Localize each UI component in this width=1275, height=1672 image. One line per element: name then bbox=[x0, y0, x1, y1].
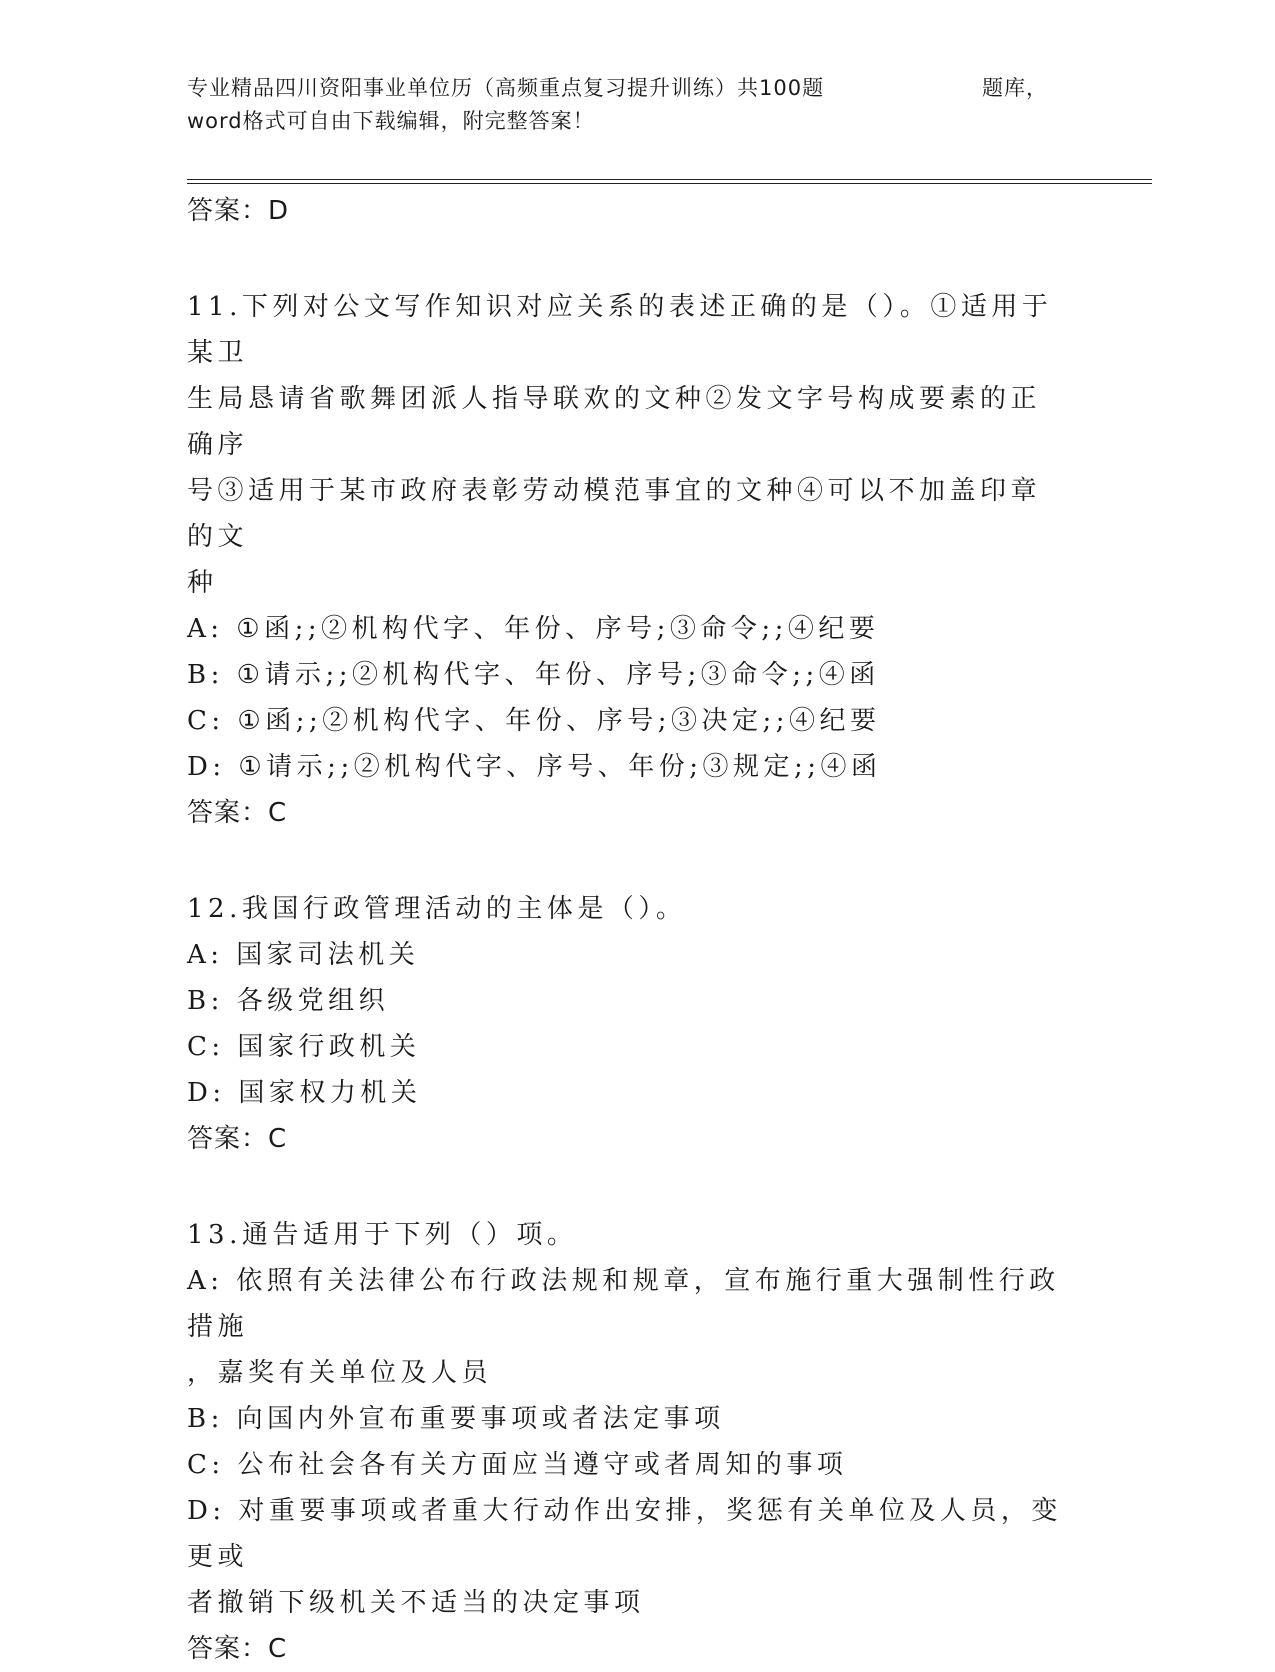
option-a-continued: ，嘉奖有关单位及人员 bbox=[187, 1358, 493, 1388]
option-d: D: 对重要事项或者重大行动作出安排，奖惩有关单位及人员，变更或 bbox=[187, 1496, 1062, 1572]
question-stem-line: 13.通告适用于下列（）项。 bbox=[187, 1220, 578, 1250]
option-c: C: ①函;;②机构代字、年份、序号;③决定;;④纪要 bbox=[187, 706, 881, 736]
question-stem bbox=[187, 284, 1067, 606]
option-b: B: ①请示;;②机构代字、年份、序号;③命令;;④函 bbox=[187, 660, 880, 690]
question-stem-line: 号③适用于某市政府表彰劳动模范事宜的文种④可以不加盖印章的文 bbox=[187, 476, 1042, 552]
header-divider-top bbox=[187, 179, 1152, 180]
option-a: A: ①函;;②机构代字、年份、序号;③命令;;④纪要 bbox=[187, 614, 880, 644]
header-title-suffix: 题库， bbox=[982, 76, 1048, 100]
header-line-2: word格式可自由下载编辑，附完整答案！ bbox=[187, 109, 595, 133]
answer-line: 答案：D bbox=[187, 196, 290, 226]
option-b: B: 各级党组织 bbox=[187, 986, 390, 1016]
spacer bbox=[187, 1162, 1087, 1212]
answer-line: 答案：C bbox=[187, 798, 288, 828]
page-header bbox=[187, 72, 1067, 138]
option-c: C: 公布社会各有关方面应当遵守或者周知的事项 bbox=[187, 1450, 848, 1480]
option-c: C: 国家行政机关 bbox=[187, 1032, 421, 1062]
answer-line: 答案：C bbox=[187, 1634, 288, 1664]
question-stem bbox=[187, 1212, 1067, 1258]
question-stem-line: 种 bbox=[187, 568, 218, 598]
document-body bbox=[187, 188, 1087, 1672]
spacer bbox=[187, 836, 1087, 886]
option-d: D: ①请示;;②机构代字、序号、年份;③规定;;④函 bbox=[187, 752, 882, 782]
option-a: A: 依照有关法律公布行政法规和规章，宣布施行重大强制性行政措施 bbox=[187, 1266, 1060, 1342]
question-block bbox=[187, 1212, 1087, 1672]
option-d: D: 国家权力机关 bbox=[187, 1078, 422, 1108]
header-line-1 bbox=[187, 72, 1067, 105]
question-stem-line: 12.我国行政管理活动的主体是（）。 bbox=[187, 894, 687, 924]
question-stem-line: 11.下列对公文写作知识对应关系的表述正确的是（）。①适用于某卫 bbox=[187, 292, 1053, 368]
question-stem-line: 生局恳请省歌舞团派人指导联欢的文种②发文字号构成要素的正确序 bbox=[187, 384, 1042, 460]
option-a: A: 国家司法机关 bbox=[187, 940, 420, 970]
question-block bbox=[187, 284, 1087, 836]
spacer bbox=[187, 234, 1087, 284]
question-stem bbox=[187, 886, 1067, 932]
option-b: B: 向国内外宣布重要事项或者法定事项 bbox=[187, 1404, 725, 1434]
header-divider-bottom bbox=[187, 183, 1152, 184]
header-title: 专业精品四川资阳事业单位历（高频重点复习提升训练）共100题 bbox=[187, 76, 825, 100]
option-d-continued: 者撤销下级机关不适当的决定事项 bbox=[187, 1588, 645, 1618]
answer-line: 答案：C bbox=[187, 1124, 288, 1154]
question-block bbox=[187, 886, 1087, 1162]
